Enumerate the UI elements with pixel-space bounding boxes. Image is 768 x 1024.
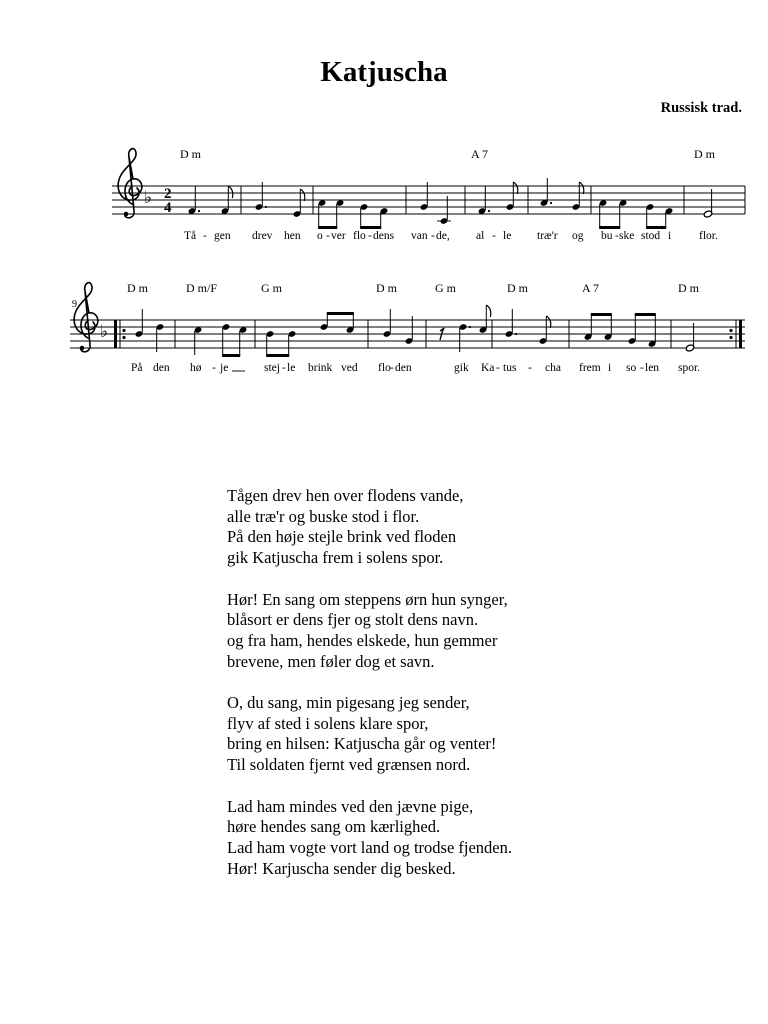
- verse-line: Lad ham mindes ved den jævne pige,: [227, 796, 474, 816]
- sheet-music: [0, 0, 768, 400]
- lyric-syllable: le: [287, 362, 296, 374]
- verse-line: blåsort er dens fjer og stolt dens navn.: [227, 610, 479, 630]
- lyric-syllable: hen: [284, 230, 301, 242]
- chord-symbol: D m: [507, 281, 528, 295]
- note-group: [194, 323, 248, 357]
- chord-symbol: D m: [180, 147, 201, 161]
- lyric-syllable: dens: [373, 230, 395, 242]
- lyric-syllable: og: [572, 230, 584, 242]
- verse-line: flyv af sted i solens klare spor,: [227, 713, 429, 733]
- lyric-syllable: so: [626, 362, 637, 374]
- lyric-syllable: Ka: [481, 362, 495, 374]
- lyric-syllable: brink: [308, 362, 333, 374]
- staff-system-2: [70, 281, 745, 374]
- lyric-syllable: frem: [579, 362, 601, 374]
- lyric-syllable: -: [390, 362, 394, 374]
- lyric-syllable: gik: [454, 362, 469, 374]
- chord-symbol: D m: [678, 281, 699, 295]
- lyric-syllable: le: [503, 230, 512, 242]
- lyric-syllable: -: [212, 362, 216, 374]
- note-group: [135, 309, 165, 352]
- lyric-syllable: cha: [545, 362, 561, 374]
- verse-line: brevene, men føler dog et savn.: [227, 651, 435, 671]
- lyric-syllable: len: [645, 362, 660, 374]
- lyric-syllable: gen: [214, 230, 231, 242]
- lyric-syllable: -: [368, 230, 372, 242]
- verse-line: høre hendes sang om kærlighed.: [227, 817, 441, 837]
- verse-1: [227, 486, 512, 569]
- lyric-syllable: bu: [601, 230, 613, 242]
- verse-line: På den høje stejle brink ved floden: [227, 527, 457, 547]
- verse-line: og fra ham, hendes elskede, hun gemmer: [227, 630, 498, 650]
- time-signature-top: 2: [164, 186, 172, 202]
- chord-symbol: A 7: [471, 147, 489, 161]
- chord-symbol: D m/F: [186, 281, 218, 295]
- measure-number: 9: [72, 299, 77, 310]
- chord-symbol: G m: [261, 281, 282, 295]
- composer-credit: Russisk trad.: [660, 100, 742, 116]
- lyric-syllable: -: [492, 230, 496, 242]
- lyric-syllable: spor.: [678, 362, 701, 374]
- note-group: [420, 182, 451, 225]
- lyric-syllable: På: [131, 362, 143, 374]
- lyric-syllable: ske: [619, 230, 635, 242]
- chord-symbol: D m: [694, 147, 715, 161]
- verse-line: alle træ'r og buske stod i flor.: [227, 506, 420, 526]
- verse-line: Hør! En sang om steppens ørn hun synger,: [227, 589, 508, 609]
- lyric-syllable: -: [640, 362, 644, 374]
- verse-line: Til soldaten fjernt ved grænsen nord.: [227, 755, 471, 775]
- lyric-syllable: ver: [331, 230, 346, 242]
- lyric-syllable: Tå: [184, 230, 197, 242]
- lyric-syllable: træ'r: [537, 230, 558, 242]
- lyric-syllable: van: [411, 230, 428, 242]
- note-group: [440, 305, 491, 352]
- lyric-syllable: tus: [503, 362, 517, 374]
- lyric-syllable: drev: [252, 230, 273, 242]
- time-signature-bottom: 4: [164, 200, 172, 216]
- lyric-syllable: flo: [353, 230, 366, 242]
- chord-symbol: A 7: [582, 281, 600, 295]
- lyric-syllable: stod: [641, 230, 661, 242]
- lyric-syllable: ved: [341, 362, 358, 374]
- note-group: [540, 178, 584, 211]
- staff-system-1: [112, 147, 745, 242]
- verse-line: O, du sang, min pigesang jeg sender,: [227, 693, 470, 712]
- lyric-syllable: -: [528, 362, 532, 374]
- chord-symbol: D m: [376, 281, 397, 295]
- lyric-syllable: o: [317, 230, 323, 242]
- lyric-syllable: den: [153, 362, 170, 374]
- verse-4: [227, 797, 512, 880]
- lyric-syllable: stej: [264, 362, 280, 374]
- lyric-syllable: -: [615, 230, 619, 242]
- verse-line: Hør! Karjuscha sender dig besked.: [227, 858, 456, 878]
- note-group: [584, 313, 657, 348]
- verse-line: bring en hilsen: Katjuscha går og venter!: [227, 734, 497, 754]
- verse-line: Tågen drev hen over flodens vande,: [227, 486, 464, 505]
- verse-3: [227, 693, 512, 776]
- song-title: Katjuscha: [320, 56, 448, 88]
- lyric-syllable: hø: [190, 362, 202, 374]
- lyric-syllable: flo: [378, 362, 391, 374]
- note-group: [266, 312, 355, 357]
- chord-symbol: G m: [435, 281, 456, 295]
- lyric-syllable: den: [395, 362, 412, 374]
- lyric-syllable: je: [220, 362, 229, 374]
- key-signature-flat-icon: ♭: [100, 322, 109, 341]
- lyric-syllable: -: [431, 230, 435, 242]
- verse-line: gik Katjuscha frem i solens spor.: [227, 548, 444, 568]
- key-signature-flat-icon: ♭: [144, 188, 153, 207]
- lyric-syllable: -: [326, 230, 330, 242]
- lyrics-verses: [227, 486, 512, 900]
- lyrics-line-1: [184, 229, 718, 242]
- note-group: [478, 182, 518, 215]
- verse-line: Lad ham vogte vort land og trodse fjenden.: [227, 837, 513, 857]
- lyric-syllable: flor.: [699, 230, 718, 242]
- lyrics-line-2: [131, 361, 700, 374]
- lyric-syllable: -: [282, 362, 286, 374]
- lyric-syllable: i: [608, 362, 612, 374]
- lyric-syllable: i: [668, 230, 672, 242]
- lyric-syllable: -: [496, 362, 500, 374]
- lyric-syllable: -: [203, 230, 207, 242]
- chord-symbol: D m: [127, 281, 148, 295]
- verse-2: [227, 590, 512, 673]
- lyric-syllable: al: [476, 230, 485, 242]
- lyric-syllable: de,: [436, 230, 450, 242]
